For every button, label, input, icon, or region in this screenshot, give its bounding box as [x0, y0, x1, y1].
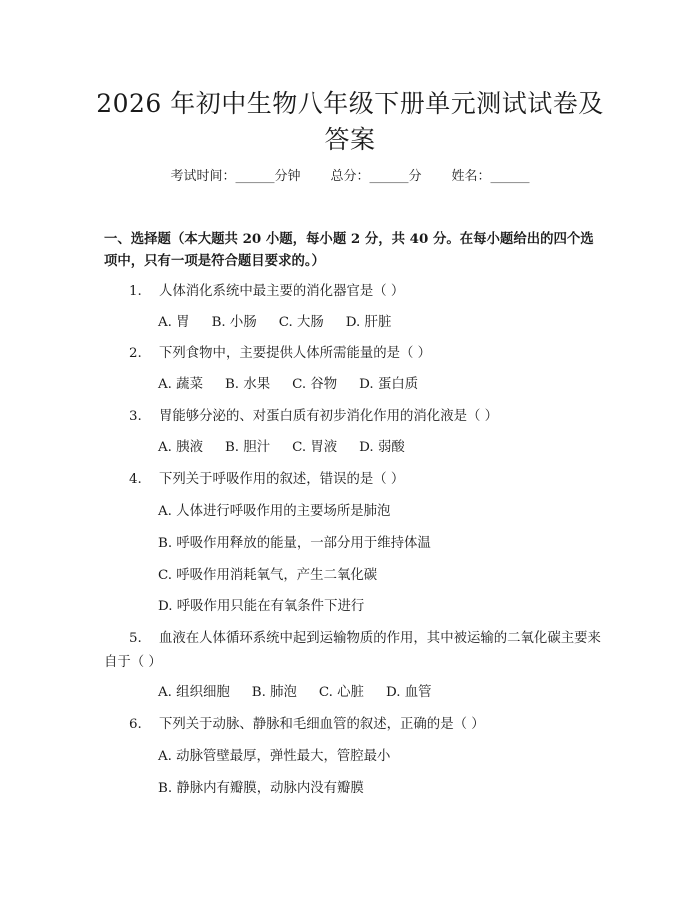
question-5-options — [158, 683, 454, 703]
question-3 — [129, 407, 498, 427]
question-text: 下列关于动脉、静脉和毛细血管的叙述，正确的是（ ） — [159, 717, 485, 732]
question-number: 1. — [129, 284, 142, 299]
option-c: C. 谷物 — [292, 377, 338, 392]
exam-title-line1: 2026 年初中生物八年级下册单元测试试卷及 — [96, 89, 604, 118]
option-c: C. 胃液 — [292, 440, 338, 455]
question-text: 胃能够分泌的、对蛋白质有初步消化作用的消化液是（ ） — [159, 409, 499, 424]
question-number: 6. — [129, 717, 142, 732]
question-number: 5. — [129, 631, 142, 646]
question-text: 血液在人体循环系统中起到运输物质的作用，其中被运输的二氧化碳主要来自于（ ） — [104, 631, 601, 670]
question-5 — [104, 627, 604, 675]
question-text: 下列关于呼吸作用的叙述，错误的是（ ） — [159, 472, 405, 487]
option-a: A. 组织细胞 — [158, 685, 230, 700]
option-b: B. 静脉内有瓣膜，动脉内没有瓣膜 — [158, 781, 364, 796]
question-3-options — [158, 438, 427, 458]
option-a: A. 胃 — [158, 315, 190, 330]
question-6 — [129, 715, 485, 735]
exam-title-line2: 答案 — [324, 125, 376, 154]
question-2 — [129, 344, 431, 364]
question-4 — [129, 470, 404, 490]
option-c: C. 大肠 — [278, 315, 324, 330]
option-c: C. 呼吸作用消耗氧气，产生二氧化碳 — [158, 568, 378, 583]
option-a: A. 人体进行呼吸作用的主要场所是肺泡 — [158, 504, 391, 519]
total-score-field: 总分：______分 — [330, 169, 422, 184]
option-d: D. 血管 — [385, 685, 432, 700]
option-d: D. 肝脏 — [345, 315, 392, 330]
question-1 — [129, 282, 404, 302]
option-b: B. 肺泡 — [251, 685, 297, 700]
option-c: C. 心脏 — [318, 685, 364, 700]
option-b: B. 呼吸作用释放的能量，一部分用于维持体温 — [158, 536, 431, 551]
question-2-options — [158, 375, 440, 395]
option-b: B. 水果 — [224, 377, 271, 392]
exam-meta — [0, 167, 700, 187]
question-number: 2. — [129, 346, 142, 361]
question-text: 人体消化系统中最主要的消化器官是（ ） — [159, 284, 405, 299]
student-name-field: 姓名：______ — [451, 169, 530, 184]
section-heading: 一、选择题（本大题共 20 小题，每小题 2 分，共 40 分。在每小题给出的四个选项中，只有一项是符合题目要求的。） — [104, 231, 594, 269]
question-1-options — [158, 313, 413, 333]
exam-time-field: 考试时间：______分钟 — [170, 169, 301, 184]
option-d: D. 蛋白质 — [359, 377, 419, 392]
option-a: A. 蔬菜 — [158, 377, 203, 392]
option-d: D. 呼吸作用只能在有氧条件下进行 — [158, 599, 365, 614]
option-b: B. 小肠 — [211, 315, 257, 330]
option-d: D. 弱酸 — [359, 440, 405, 455]
option-b: B. 胆汁 — [224, 440, 271, 455]
question-text: 下列食物中，主要提供人体所需能量的是（ ） — [159, 346, 432, 361]
question-number: 3. — [129, 409, 142, 424]
option-a: A. 胰液 — [158, 440, 203, 455]
question-number: 4. — [129, 472, 142, 487]
option-a: A. 动脉管壁最厚，弹性最大，管腔最小 — [158, 749, 391, 764]
